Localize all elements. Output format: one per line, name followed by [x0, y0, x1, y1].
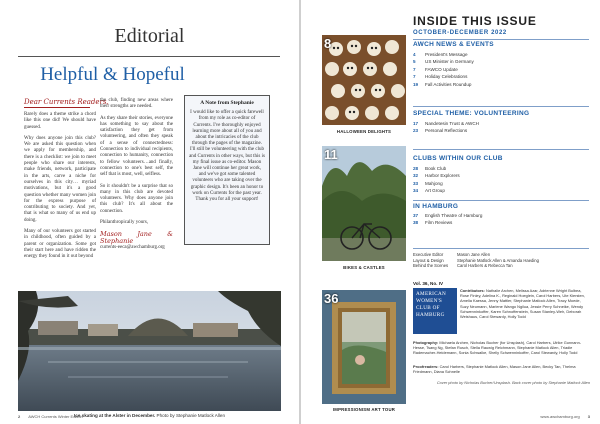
issue-date: OCTOBER-DECEMBER 2022: [413, 30, 507, 36]
toc-title: FAWCO Update: [425, 66, 458, 72]
toc-item[interactable]: [413, 51, 589, 58]
caption-credit: Photo by Stephanie Matlock Allen: [155, 413, 225, 418]
logo-line: CLUB OF: [416, 305, 440, 311]
toc-item[interactable]: [413, 187, 589, 194]
logo-line: AMERICAN: [416, 291, 447, 297]
title-rule: [18, 56, 280, 57]
editor-email[interactable]: currents-eeca@awchamburg.org: [100, 244, 165, 250]
note-text: I would like to offer a quick farewell from my role as co-editor of Currents. I've thoroughly enjoyed learning more about all of you and about the intricacies of the club through the pages of the magazine. I'll still be volunteering with the club and Currents in other ways, but this is my final issue as co-editor. Mason Jane will continue her great work, and we've got some talented volunteers who are taking over the graphic design. It's been an honor to work on Currents for the past year. Thank you for all your support!: [189, 110, 265, 203]
paragraph: the club, finding new areas where their strengths are needed.: [100, 98, 173, 110]
toc-title: Art Group: [425, 188, 445, 194]
logo-line: HAMBURG: [416, 312, 445, 318]
caption-bold: Ice skating at the Alster in December.: [74, 413, 156, 418]
left-folio: [18, 414, 83, 419]
toc-section-heading: AWCH NEWS & EVENTS: [413, 41, 494, 48]
toc-page: 38: [413, 220, 419, 226]
toc-title: Harbor Explorers: [425, 173, 460, 179]
toc-page: 23: [413, 128, 419, 134]
credit-row: [413, 263, 589, 269]
salutation: Dear Currents Readers,: [24, 98, 109, 106]
toc-item[interactable]: [413, 58, 589, 65]
toc-page: 19: [413, 81, 419, 87]
toc-page: 4: [413, 52, 416, 57]
toc-title: English Theatre of Hamburg: [425, 213, 483, 218]
toc-page: 17: [413, 121, 419, 126]
proofreaders-label: Proofreaders:: [413, 364, 439, 369]
contributors: [460, 288, 590, 319]
toc-item[interactable]: [413, 73, 589, 80]
paragraph: Rarely does a theme strike a chord like this one did! We should have guessed.: [24, 112, 96, 130]
toc-title: Nandetesin Trust & AWCH: [425, 121, 479, 126]
logo-line: WOMEN'S: [416, 298, 443, 304]
toc-page: 28: [413, 166, 419, 171]
website-link[interactable]: www.awchamburg.org: [540, 414, 580, 419]
toc-item[interactable]: [413, 81, 589, 88]
toc-item[interactable]: [413, 66, 589, 73]
note-from-stephanie-box: [184, 95, 270, 245]
toc-title: Holiday Celebrations: [425, 74, 468, 80]
toc-list: [413, 51, 589, 88]
credit-label: Layout & Design: [413, 257, 444, 263]
page-number: 3: [587, 414, 590, 419]
toc-page: 7: [413, 74, 416, 80]
paragraph: As they share their stories, everyone has something to say about the satisfaction they get from volunteering, and often they speak of a sense of connectedness: Connection to individual recipients, connection to humanity, connection to fellow volunteers…and finally, connection to one's best self, the self that is most, well, selfless.: [100, 115, 173, 178]
photography-label: Photography:: [413, 340, 439, 345]
contributors-text: Nathalie Archen, Melissa Azar, Adrienne Wright Bulbea, Rose Finley, Adelina K., Reginald Hoeglein, Carol Harbers, Ute Kiersten, Amelia Kaessa, Jenny Mattler, Stephanie Matlock Allen, Tracy Moede, Suzy Neumann, Marlene Wango Ngilua, Jessie Perry Schneike, Wendy Schwenninkoffer, Karen Schnoffenstein, Susan Stanley-Weh, Deborah Weishaus, Carol Stewardy, Holly Todd: [460, 288, 585, 320]
credit-label: Behind the Scenes: [413, 263, 449, 269]
toc-title: Mahjong: [425, 180, 443, 186]
credit-label: Executive Editor: [413, 252, 444, 257]
editorial-column-1: [24, 112, 96, 266]
running-footer: AWCH Currents Winter Edition: [28, 414, 83, 419]
impressionism-art-tour-photo: [322, 290, 406, 404]
photo-caption: HALLOWEEN DELIGHTS: [336, 129, 392, 134]
paragraph: Why does anyone join this club? We are asked this question when we apply for membership, and there is a checklist: we join to meet people who share our interests, make friends, network, participate in the arts, carve a niche for ourselves in this city… myriad motivations, but it's a good question whether many women join for the express purpose of contributing to society. And yet, that is what so many of us end up doing.: [24, 135, 96, 223]
credit-value: Mason Jane Allen: [457, 252, 491, 257]
toc-title: Book Club: [425, 166, 447, 171]
paragraph: So it shouldn't be a surprise that so many in this club are devoted volunteers. Why does anyone join this club? It's all about the connection.: [100, 183, 173, 214]
toc-title: President's Message: [425, 52, 468, 57]
credit-value: Carol Harbers & Rebecca Tan: [457, 263, 513, 269]
alster-ice-skating-photo: [18, 291, 281, 411]
page-badge: 36: [324, 291, 339, 306]
photo-caption: BIKES & CASTLES: [343, 265, 385, 270]
section-title: Editorial: [114, 25, 185, 47]
toc-item[interactable]: [413, 120, 589, 127]
inside-this-issue-title: INSIDE THIS ISSUE: [413, 14, 537, 28]
contributors-label: Contributors:: [460, 288, 485, 293]
section-rule: [413, 248, 589, 249]
toc-item[interactable]: [413, 180, 589, 187]
right-folio: [540, 414, 590, 419]
page-badge: 11: [324, 147, 338, 162]
toc-item[interactable]: [413, 165, 589, 172]
toc-list: [413, 120, 589, 135]
photography-credits: [413, 340, 590, 356]
page-number: 2: [18, 414, 21, 419]
section-rule: [413, 200, 589, 201]
toc-item[interactable]: [413, 219, 589, 226]
toc-section-heading: SPECIAL THEME: VOLUNTEERING: [413, 110, 530, 117]
cover-photo-credit: Cover photo by Nicholas Bucher/Unsplash. Back cover photo by Stephanie Matlock Allen: [436, 380, 590, 385]
bikes-and-castles-photo: [322, 146, 406, 261]
note-title: A Note from Stephanie: [200, 100, 254, 106]
staff-credits: [413, 252, 589, 269]
toc-page: 5: [413, 59, 416, 65]
section-rule: [413, 106, 589, 107]
toc-title: Film Reviews: [425, 220, 453, 226]
photography-text: Michaela Archen, Nicholas Bucher (for Unsplash), Carol Harbers, Ulrike Gunnann-Hesse, Tsang Ng, Stefan Rusch, Stella Rauwig Reichmann, Stephanie Matlock Allen, Triadie Rademacher-Heidemann, Sonia Schwalke, Shelly Schwenninkoffer, Carol Stewardy, Holly Todd: [413, 340, 582, 356]
proofreaders: [413, 364, 590, 374]
toc-page: 7: [413, 66, 416, 72]
editorial-headline: Helpful & Hopeful: [40, 64, 185, 85]
toc-title: US Minister in Germany: [425, 59, 474, 65]
toc-page: 37: [413, 213, 419, 218]
volume-number: Vol. 36, No. IV: [413, 281, 444, 286]
toc-item[interactable]: [413, 172, 589, 179]
toc-section-heading: CLUBS WITHIN OUR CLUB: [413, 155, 503, 162]
toc-page: 34: [413, 188, 419, 194]
page-badge: 8: [324, 36, 332, 51]
toc-title: Personal Reflections: [425, 128, 468, 134]
toc-item[interactable]: [413, 212, 589, 219]
toc-page: 32: [413, 173, 419, 179]
toc-section-heading: IN HAMBURG: [413, 203, 459, 210]
toc-page: 33: [413, 180, 419, 186]
toc-item[interactable]: [413, 127, 589, 134]
section-rule: [413, 149, 589, 150]
left-page: [0, 0, 299, 424]
proofreaders-text: Carol Harbers, Stephanie Matlock Allen, Mason Jane Allen, Becky Tan, Thelma Friedmann, Diana Schnelle: [413, 364, 576, 375]
credit-value: Stephanie Matlock Allen & Amanda Haeding: [457, 257, 539, 263]
editorial-column-2: [100, 98, 173, 251]
editor-signature: Mason Jane & Stephanie: [100, 230, 173, 245]
halloween-delights-photo: [322, 35, 406, 125]
section-rule: [413, 39, 589, 40]
photo-caption: IMPRESSIONISM ART TOUR: [332, 407, 396, 412]
paragraph: Many of our volunteers got started in childhood, often guided by a parent or organization. Some got their start here and have ridden the energy they found in it out beyond: [24, 229, 96, 260]
toc-title: Fall Activities Roundup: [425, 81, 472, 87]
paragraph: Philanthropically yours,: [100, 220, 149, 226]
toc-list: [413, 165, 589, 195]
toc-list: [413, 212, 589, 227]
awch-logo: [413, 288, 457, 334]
